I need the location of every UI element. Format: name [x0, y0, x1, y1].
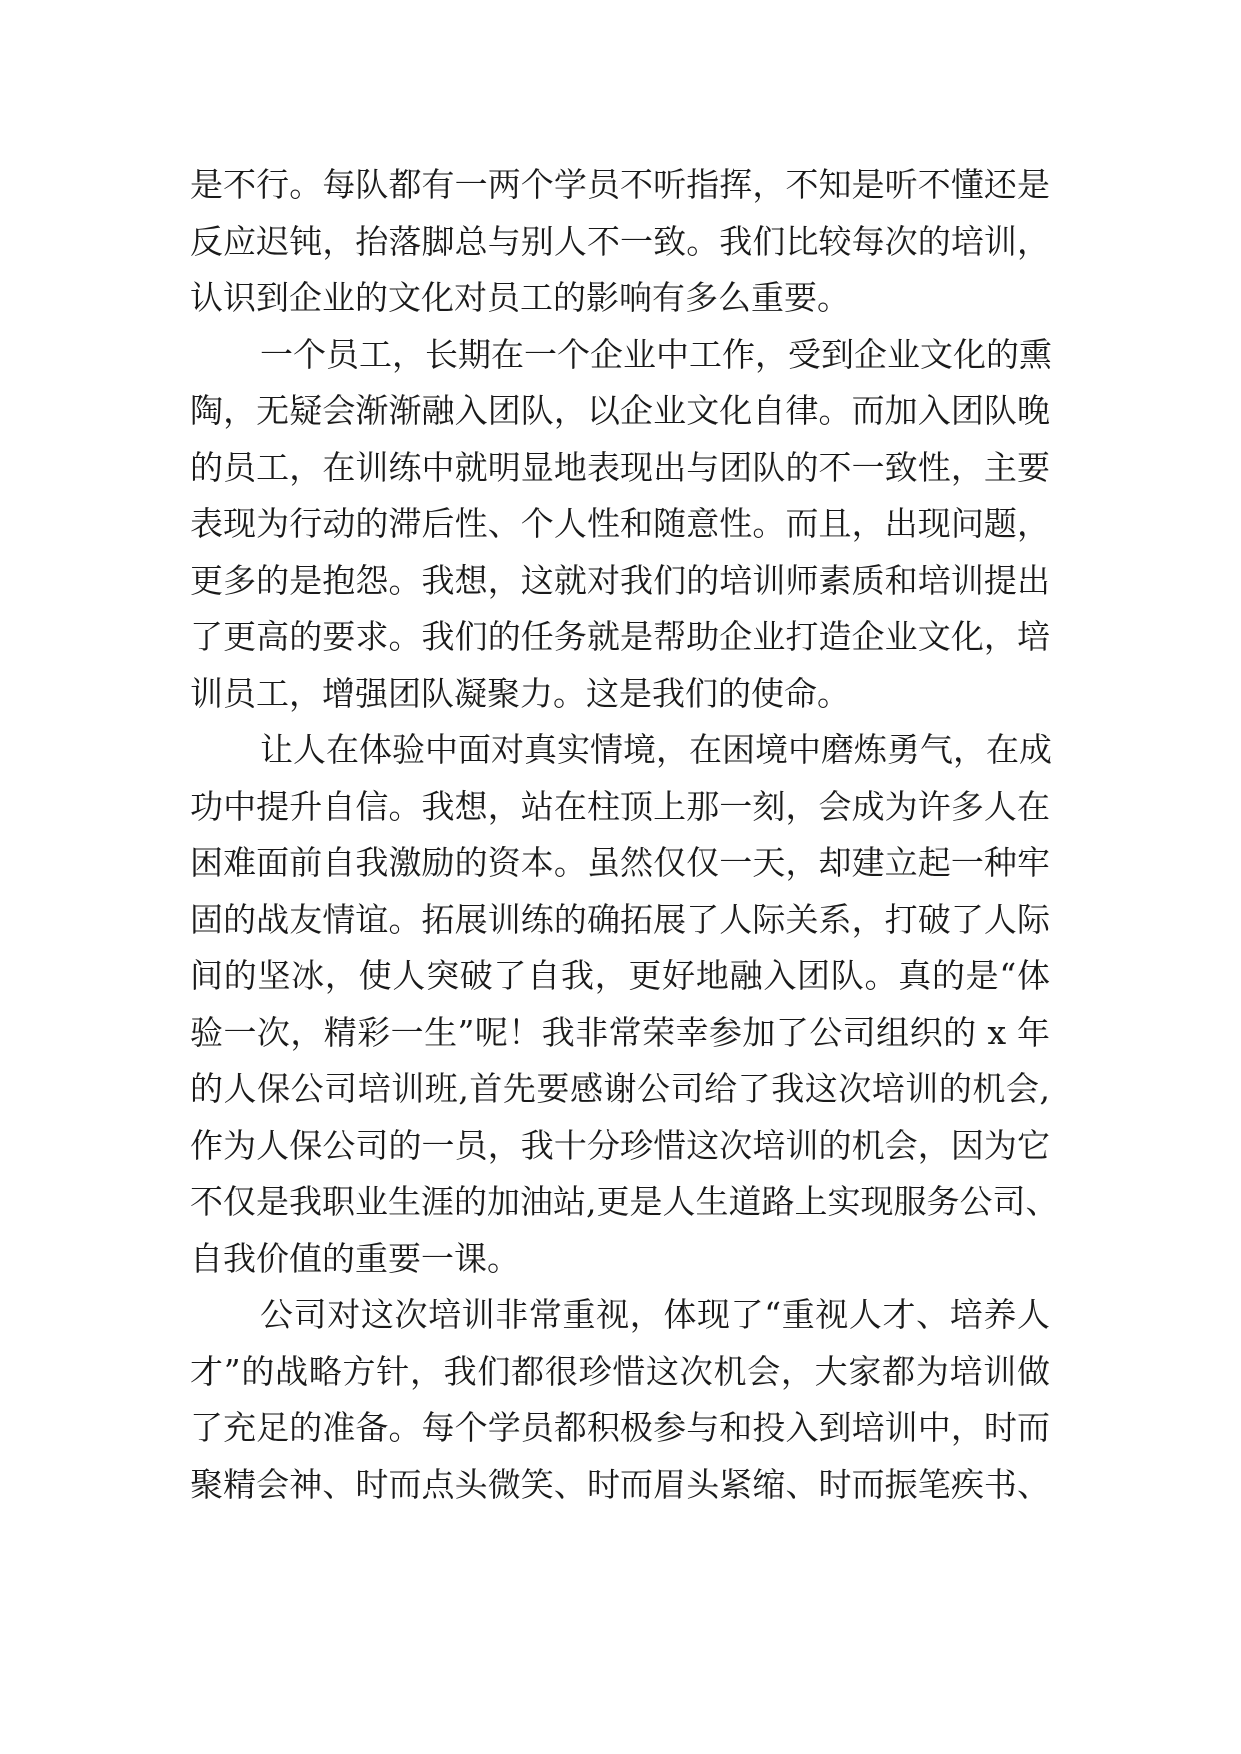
text-line: 是不行。每队都有一两个学员不听指挥，不知是听不懂还是 — [190, 165, 1050, 204]
text-line: 不仅是我职业生涯的加油站,更是人生道路上实现服务公司、 — [190, 1182, 1059, 1221]
text-line: 了充足的准备。每个学员都积极参与和投入到培训中，时而 — [190, 1408, 1050, 1447]
text-line: 聚精会神、时而点头微笑、时而眉头紧缩、时而振笔疾书、 — [190, 1464, 1050, 1504]
text-line: 的员工，在训练中就明显地表现出与团队的不一致性，主要 — [190, 447, 1050, 487]
text-line: 表现为行动的滞后性、个人性和随意性。而且，出现问题， — [190, 504, 1050, 543]
text-line: 作为人保公司的一员，我十分珍惜这次培训的机会，因为它 — [190, 1125, 1050, 1165]
text-line: 训员工，增强团队凝聚力。这是我们的使命。 — [190, 673, 850, 713]
text-line: 功中提升自信。我想，站在柱顶上那一刻，会成为许多人在 — [190, 786, 1050, 826]
text-line: 验一次，精彩一生”呢！我非常荣幸参加了公司组织的 x 年 — [190, 1012, 1050, 1052]
text-line: 困难面前自我激励的资本。虽然仅仅一天，却建立起一种牢 — [190, 843, 1050, 882]
text-line: 的人保公司培训班,首先要感谢公司给了我这次培训的机会, — [190, 1069, 1050, 1108]
text-line: 固的战友情谊。拓展训练的确拓展了人际关系，打破了人际 — [190, 899, 1050, 939]
text-line: 让人在体验中面对真实情境，在困境中磨炼勇气，在成 — [260, 730, 1052, 769]
text-line: 了更高的要求。我们的任务就是帮助企业打造企业文化，培 — [190, 617, 1050, 656]
text-line: 公司对这次培训非常重视，体现了“重视人才、培养人 — [260, 1295, 1050, 1334]
text-line: 反应迟钝，抬落脚总与别人不一致。我们比较每次的培训， — [190, 221, 1050, 261]
text-line: 间的坚冰，使人突破了自我，更好地融入团队。真的是“体 — [190, 956, 1050, 995]
text-line: 自我价值的重要一课。 — [190, 1238, 520, 1278]
text-line: 更多的是抱怨。我想，这就对我们的培训师素质和培训提出 — [190, 560, 1050, 600]
text-line: 一个员工，长期在一个企业中工作，受到企业文化的熏 — [260, 334, 1052, 374]
text-line: 陶，无疑会渐渐融入团队，以企业文化自律。而加入团队晚 — [190, 391, 1050, 430]
text-line: 认识到企业的文化对员工的影响有多么重要。 — [190, 278, 850, 317]
text-line: 才”的战略方针，我们都很珍惜这次机会，大家都为培训做 — [190, 1351, 1050, 1391]
